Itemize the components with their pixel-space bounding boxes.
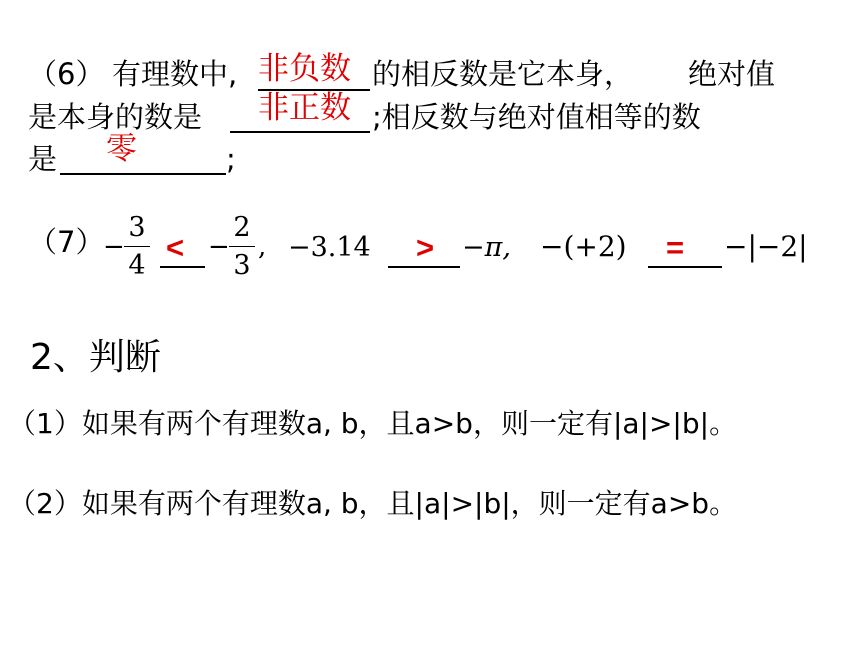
q7-blank-2: [388, 266, 460, 268]
q6-blank-3: [60, 173, 226, 175]
q7-answer-3: =: [666, 230, 685, 265]
q6-part1: 有理数中,: [112, 57, 238, 91]
q7-expr2-left: −3.14: [288, 232, 371, 263]
q6-part3: 绝对值: [688, 57, 776, 91]
q7-blank-3: [648, 266, 722, 268]
q6-label: （6）: [28, 57, 105, 91]
q6-part2: 的相反数是它本身，: [372, 57, 634, 91]
q6-line3-start: 是: [28, 142, 58, 176]
q7-fraction-2: [229, 212, 255, 281]
q6-answer-2: 非正数: [258, 90, 351, 126]
judge-item-1: （1）如果有两个有理数a, b，且a>b，则一定有|a|>|b|。: [8, 407, 738, 440]
q7-frac2-numerator: 2: [233, 212, 251, 243]
q7-frac1-numerator: 3: [128, 212, 146, 243]
q6-answer-3: 零: [106, 131, 137, 167]
section2-heading: 2、判断: [30, 337, 161, 378]
q7-expr2-right: −π,: [462, 232, 511, 263]
judge-item-2: （2）如果有两个有理数a, b，且|a|>|b|，则一定有a>b。: [8, 487, 738, 520]
q7-frac2-denominator: 3: [233, 250, 251, 281]
q7-separator: ,: [258, 232, 267, 262]
q7-fraction-1: [124, 212, 150, 281]
q7-answer-2: >: [416, 230, 435, 265]
q7-label: （7）: [28, 225, 105, 259]
q7-frac1-sign: −: [103, 232, 125, 262]
q6-line2-end: ;相反数与绝对值相等的数: [372, 100, 701, 134]
q6-line3-end: ;: [226, 142, 236, 176]
q7-frac1-denominator: 4: [128, 250, 146, 281]
q7-expr3-right: −|−2|: [724, 230, 808, 263]
q6-line2-start: 是本身的数是: [28, 100, 203, 134]
q7-answer-1: <: [166, 230, 185, 265]
q7-frac2-sign: −: [208, 232, 230, 262]
q6-blank-2: [230, 131, 370, 133]
q7-expr3-left: −(+2): [540, 230, 627, 263]
q6-answer-1: 非负数: [258, 51, 351, 87]
q7-blank-1: [160, 266, 205, 268]
